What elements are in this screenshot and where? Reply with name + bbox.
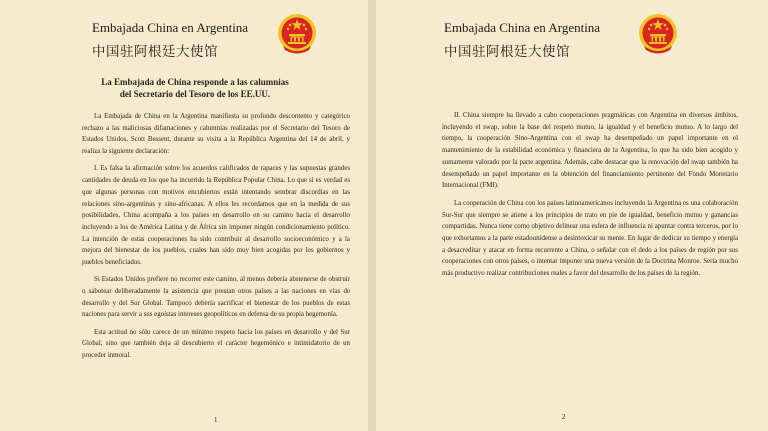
page-gutter bbox=[368, 0, 376, 431]
paragraph: Esta actitud no sólo carece de un mínimo respeto hacia los países en desarrollo y del Sur Global, sino que también deja al descubierto el carácter hegemónico e intimidatorio de un proceder inmoral. bbox=[82, 328, 350, 360]
document-body bbox=[442, 110, 738, 286]
national-emblem-icon bbox=[275, 12, 319, 56]
paragraph: I. Es falsa la afirmación sobre los acuerdos calificados de rapaces y las supuestas grandes cantidades de deuda en los que ha incurrido la República Popular China. Lo que sí es verdad es que algunas personas con motivos encubiertos están intentando sembrar discordias en las relaciones sino-argentinas y sino-africanas. A ellos les recordamos que en la medida de sus posibilidades, China acompaña a los países en desarrollo en su camino hacia el desarrollo incluyendo a los de América Latina y de África sin imponer ningún condicionamiento político. La intención de estas cooperaciones ha sido contribuir al desarrollo socioeconómico y a la mejora del bienestar de los pueblos, cuales han sido muy bien acogidas por los gobiernos y pueblos beneficiados. bbox=[82, 165, 350, 267]
page-number: 2 bbox=[562, 413, 566, 421]
title-line: La Embajada de China responde a las calumnias bbox=[101, 77, 289, 87]
page-number: 1 bbox=[214, 416, 218, 424]
national-emblem-icon bbox=[636, 12, 680, 56]
letterhead bbox=[376, 12, 768, 58]
document-page-1 bbox=[0, 0, 368, 431]
embassy-name-chinese: 中国驻阿根廷大使馆 bbox=[444, 44, 570, 60]
title-line: del Secretario del Tesoro de los EE.UU. bbox=[119, 89, 271, 99]
embassy-name-spanish: Embajada China en Argentina bbox=[92, 20, 249, 35]
embassy-name-chinese: 中国驻阿根廷大使馆 bbox=[92, 44, 218, 60]
paragraph: II. China siempre ha llevado a cabo cooperaciones pragmáticas con Argentina en diversos ámbitos, incluyendo el swap, sobre la base del respeto mutuo, la igualdad y el beneficio mutuo. A lo largo del tiempo, la cooperación Sino-Argentina con el swap ha desempeñado un papel importante en el mantenimiento de la estabilidad económica y financiera de la Argentina, lo que ha sido bien acogido y sumamente valorado por la parte argentina. Además, cabe destacar que la renovación del swap también ha desempeñado un papel importante en la obtención del financiamiento pertinente del Fondo Monetario Internacional (FMI). bbox=[442, 112, 738, 190]
embassy-name-spanish: Embajada China en Argentina bbox=[444, 20, 601, 35]
paragraph: Si Estados Unidos prefiere no recorrer este camino, al menos debería abstenerse de obstruir o sabotear deliberadamente la asistencia que prestan otros países a las naciones en vías de desarrollo y del Sur Global. Tampoco debería sacrificar el bienestar de los pueblos de estas naciones para servir a sus egoístas intereses geopolíticos en defensa de su propia hegemonía. bbox=[82, 276, 350, 319]
document-title bbox=[40, 76, 350, 100]
document-body bbox=[82, 111, 350, 367]
paragraph: La Embajada de China en la Argentina manifiesta su profundo descontento y categórico rechazo a las maliciosas difamaciones y calumnias realizadas por el Secretario del Tesoro de Estados Unidos, Scott Bessent, durante su visita a la República Argentina del 14 de abril, y realiza la siguiente declaración: bbox=[82, 113, 350, 156]
paragraph: La cooperación de China con los países latinoamericanos incluyendo la Argentina es una colaboración Sur-Sur que siempre se atiene a los principios de trato en pie de igualdad, beneficio mutuo y ganancias compartidas. Nunca tiene como objetivo delinear una esfera de influencia ni apuntar contra terceros, por lo que exhortamos a la parte estadounidense a desintoxicar su mente. En lugar de dedicar su tiempo y energía a desacreditar y atacar en forma recurrente a China, o señalar con el dedo a los países de región por sus cooperaciones con otros países, o intentar imponer una nueva versión de la Doctrina Monroe. Sería mucho más productivo realizar contribuciones reales a favor del desarrollo de los países de la región. bbox=[442, 199, 738, 278]
document-page-2 bbox=[376, 0, 768, 431]
letterhead bbox=[0, 12, 368, 58]
